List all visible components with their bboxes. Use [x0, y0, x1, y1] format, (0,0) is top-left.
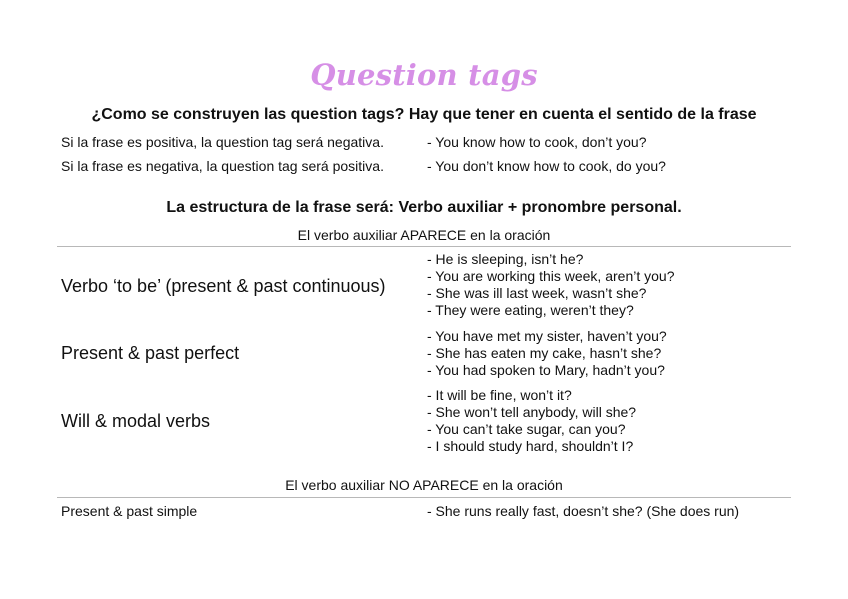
rule-positive-condition: Si la frase es positiva, la question tag será negativa. — [61, 134, 384, 150]
section-header-no-aparece: El verbo auxiliar NO APARECE en la oración — [285, 477, 563, 493]
section-divider — [57, 497, 791, 498]
examples-perfect — [427, 328, 667, 379]
structure-heading: La estructura de la frase será: Verbo auxiliar + pronombre personal. — [166, 199, 682, 216]
row-label-modal: Will & modal verbs — [61, 411, 211, 431]
example-line: - He is sleeping, isn’t he? — [427, 251, 584, 267]
example-line: - I should study hard, shouldn’t I? — [427, 438, 634, 454]
rule-positive-example: - You know how to cook, don’t you? — [427, 134, 647, 150]
section-header-aparece: El verbo auxiliar APARECE en la oración — [297, 227, 551, 243]
example-line: - You can’t take sugar, can you? — [427, 421, 626, 437]
rule-negative-condition: Si la frase es negativa, la question tag será positiva. — [61, 158, 384, 174]
example-line: - She has eaten my cake, hasn’t she? — [427, 345, 662, 361]
examples-simple — [427, 503, 739, 520]
row-label-perfect: Present & past perfect — [61, 343, 240, 363]
row-label-to-be: Verbo ‘to be’ (present & past continuous) — [61, 276, 386, 296]
example-line: - You are working this week, aren’t you? — [427, 268, 675, 284]
example-line: - They were eating, weren’t they? — [427, 302, 634, 318]
example-line: - She was ill last week, wasn’t she? — [427, 285, 647, 301]
examples-modal — [427, 387, 636, 455]
example-line: - It will be fine, won’t it? — [427, 387, 572, 403]
section-divider — [57, 246, 791, 247]
example-line: - You had spoken to Mary, hadn’t you? — [427, 362, 665, 378]
example-line: - She won’t tell anybody, will she? — [427, 404, 637, 420]
example-line: - She runs really fast, doesn’t she? (She does run) — [427, 503, 740, 519]
intro-question: ¿Como se construyen las question tags? Hay que tener en cuenta el sentido de la frase — [91, 106, 757, 123]
example-line: - You have met my sister, haven’t you? — [427, 328, 667, 344]
examples-to-be — [427, 251, 674, 319]
rule-negative-example: - You don’t know how to cook, do you? — [427, 158, 666, 174]
row-label-simple: Present & past simple — [61, 503, 198, 519]
page-title: Question tags — [310, 58, 538, 92]
